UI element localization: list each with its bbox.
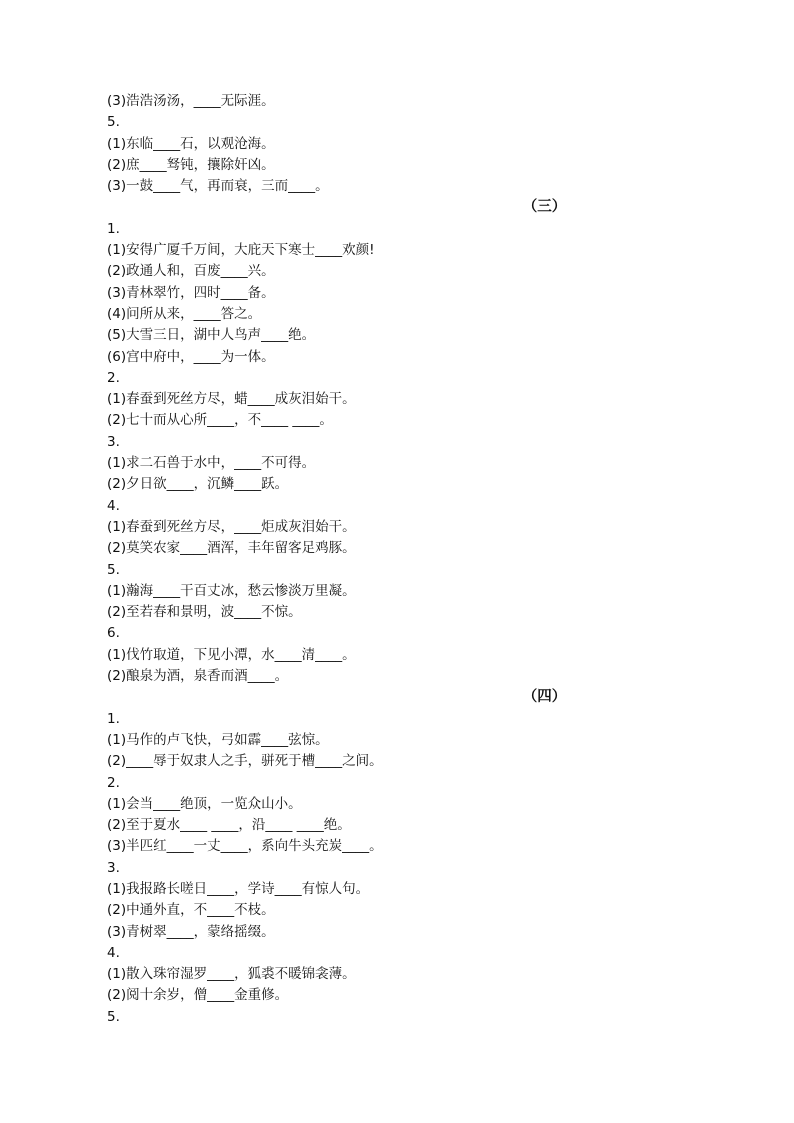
section-heading: （四）: [522, 689, 567, 706]
exercise-line: (1)春蚕到死丝方尽，____炬成灰泪始干。: [107, 518, 356, 535]
exercise-line: 1.: [107, 220, 120, 237]
exercise-line: (3)青树翠____，蒙络摇缀。: [107, 923, 275, 940]
exercise-line: (2)阅十余岁，僧____金重修。: [107, 987, 289, 1004]
exercise-line: 2.: [107, 774, 120, 791]
exercise-line: (1)会当____绝顶，一览众山小。: [107, 795, 302, 812]
exercise-line: (2)莫笑农家____酒浑，丰年留客足鸡豚。: [107, 540, 356, 557]
exercise-line: (1)伐竹取道，下见小潭，水____清____。: [107, 646, 356, 663]
exercise-line: (2)至于夏水____ ____，沿____ ____绝。: [107, 817, 351, 834]
exercise-line: (1)安得广厦千万间，大庇天下寒士____欢颜!: [107, 242, 375, 259]
exercise-line: 5.: [107, 114, 120, 131]
exercise-line: (2)夕日欲____，沉鳞____跃。: [107, 476, 289, 493]
exercise-line: (4)问所从来，____答之。: [107, 305, 262, 322]
exercise-line: (1)求二石兽于水中，____不可得。: [107, 455, 316, 472]
exercise-line: (2)庶____驽钝，攘除奸凶。: [107, 156, 275, 173]
exercise-line: (3)半匹红____一丈____，系向牛头充炭____。: [107, 838, 383, 855]
section-heading: （三）: [522, 199, 567, 216]
exercise-line: (3)浩浩汤汤，____无际涯。: [107, 93, 275, 109]
exercise-line: 5.: [107, 1008, 120, 1025]
exercise-line: (1)我报路长嗟日____，学诗____有惊人句。: [107, 880, 370, 897]
exercise-line: (2)酿泉为酒，泉香而酒____。: [107, 668, 289, 685]
exercise-line: 4.: [107, 944, 120, 961]
exercise-line: 2.: [107, 369, 120, 386]
exercise-line: (1)瀚海____干百丈冰，愁云惨淡万里凝。: [107, 582, 356, 599]
exercise-line: (2)至若春和景明，波____不惊。: [107, 604, 302, 621]
exercise-line: (1)马作的卢飞快，弓如霹____弦惊。: [107, 731, 329, 748]
exercise-line: (2)政通人和，百废____兴。: [107, 263, 275, 280]
exercise-line: (2)____辱于奴隶人之手，骈死于槽____之间。: [107, 753, 383, 770]
exercise-line: 1.: [107, 710, 120, 727]
exercise-line: (6)宫中府中，____为一体。: [107, 348, 275, 365]
exercise-line: 5.: [107, 561, 120, 578]
exercise-line: (1)春蚕到死丝方尽，蜡____成灰泪始干。: [107, 391, 356, 408]
exercise-line: (1)东临____石，以观沧海。: [107, 135, 275, 152]
exercise-line: 6.: [107, 625, 120, 642]
exercise-line: (2)七十而从心所____，不____ ____。: [107, 412, 333, 429]
exercise-line: (3)青林翠竹，四时____备。: [107, 284, 275, 301]
exercise-line: 3.: [107, 859, 120, 876]
exercise-line: 4.: [107, 497, 120, 514]
exercise-line: (3)一鼓____气，再而衰，三而____。: [107, 178, 329, 195]
exercise-line: 3.: [107, 433, 120, 450]
exercise-line: (2)中通外直，不____不枝。: [107, 902, 275, 919]
exercise-line: (1)散入珠帘湿罗____，狐裘不暖锦衾薄。: [107, 966, 356, 983]
exercise-line: (5)大雪三日，湖中人鸟声____绝。: [107, 327, 316, 344]
document-page: [107, 91, 687, 1028]
